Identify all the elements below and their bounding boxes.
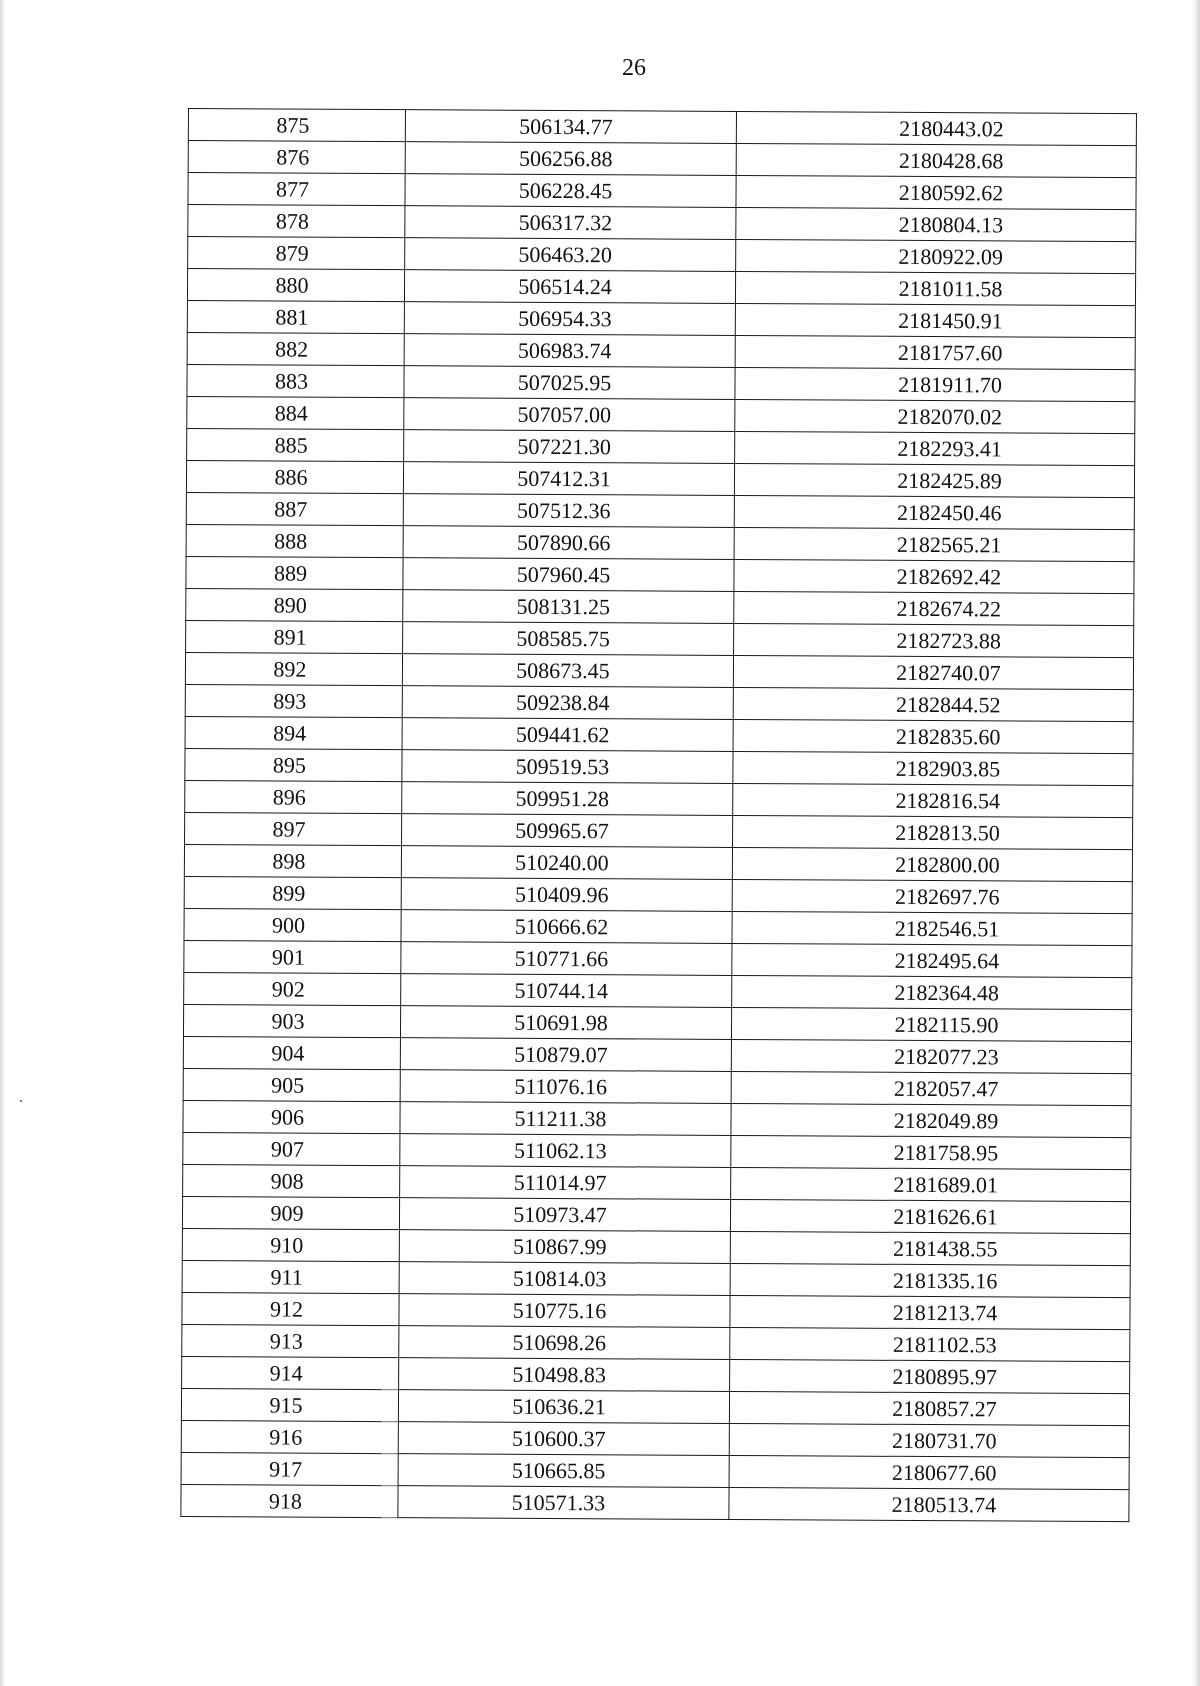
x-coordinate-cell: 510867.99 [399, 1230, 730, 1264]
x-coordinate-cell: 510409.96 [401, 878, 732, 912]
scan-speck [20, 1100, 22, 1102]
y-coordinate-cell: 2182293.41 [735, 431, 1135, 465]
y-coordinate-cell: 2182723.88 [734, 623, 1134, 657]
point-id-cell: 887 [186, 492, 403, 525]
y-coordinate-cell: 2181335.16 [730, 1263, 1130, 1297]
x-coordinate-cell: 510744.14 [401, 974, 732, 1008]
point-id-cell: 880 [187, 269, 404, 302]
point-id-cell: 915 [181, 1388, 398, 1421]
y-coordinate-cell: 2182115.90 [731, 1007, 1131, 1041]
x-coordinate-cell: 506954.33 [404, 302, 735, 336]
x-coordinate-cell: 510879.07 [400, 1038, 731, 1072]
point-id-cell: 911 [182, 1260, 399, 1293]
coordinate-table [180, 108, 1137, 1522]
y-coordinate-cell: 2180895.97 [730, 1359, 1130, 1393]
point-id-cell: 899 [184, 876, 401, 909]
table-row [185, 652, 1133, 689]
x-coordinate-cell: 511014.97 [400, 1166, 731, 1200]
x-coordinate-cell: 507890.66 [403, 526, 734, 560]
table-row [188, 109, 1136, 146]
point-id-cell: 895 [185, 748, 402, 781]
table-row [185, 716, 1133, 753]
x-coordinate-cell: 510698.26 [399, 1326, 730, 1360]
point-id-cell: 891 [186, 620, 403, 653]
y-coordinate-cell: 2180804.13 [736, 207, 1136, 241]
y-coordinate-cell: 2182057.47 [731, 1071, 1131, 1105]
point-id-cell: 878 [188, 205, 405, 238]
table-row [186, 620, 1134, 657]
x-coordinate-cell: 510600.37 [398, 1422, 729, 1456]
x-coordinate-cell: 506134.77 [405, 110, 736, 144]
table-row [188, 205, 1136, 242]
page-number: 26 [622, 55, 646, 81]
point-id-cell: 912 [182, 1292, 399, 1325]
x-coordinate-cell: 510814.03 [399, 1262, 730, 1296]
table-row [185, 812, 1133, 849]
x-coordinate-cell: 507025.95 [404, 366, 735, 400]
table-row [183, 1036, 1131, 1073]
point-id-cell: 908 [183, 1164, 400, 1197]
point-id-cell: 888 [186, 524, 403, 557]
y-coordinate-cell: 2181757.60 [735, 335, 1135, 369]
table-row [183, 1132, 1131, 1169]
table-row [182, 1292, 1130, 1329]
table-row [183, 1100, 1131, 1137]
point-id-cell: 890 [186, 588, 403, 621]
y-coordinate-cell: 2180513.74 [729, 1487, 1129, 1521]
y-coordinate-cell: 2181102.53 [730, 1327, 1130, 1361]
table-row [182, 1260, 1130, 1297]
scan-edge-right [1192, 0, 1200, 1686]
y-coordinate-cell: 2182835.60 [733, 719, 1133, 753]
y-coordinate-cell: 2181758.95 [731, 1135, 1131, 1169]
point-id-cell: 876 [188, 141, 405, 174]
x-coordinate-cell: 506317.32 [405, 206, 736, 240]
x-coordinate-cell: 509965.67 [402, 814, 733, 848]
point-id-cell: 918 [181, 1484, 398, 1517]
y-coordinate-cell: 2181689.01 [731, 1167, 1131, 1201]
y-coordinate-cell: 2181011.58 [735, 271, 1135, 305]
point-id-cell: 902 [184, 972, 401, 1005]
y-coordinate-cell: 2181626.61 [730, 1199, 1130, 1233]
table-row [181, 1452, 1129, 1489]
x-coordinate-cell: 507512.36 [403, 494, 734, 528]
table-row [186, 588, 1134, 625]
table-row [186, 460, 1134, 497]
x-coordinate-cell: 509238.84 [402, 686, 733, 720]
point-id-cell: 897 [185, 812, 402, 845]
x-coordinate-cell: 510571.33 [398, 1486, 729, 1520]
table-row [182, 1228, 1130, 1265]
scan-edge-left [0, 0, 6, 1686]
table-row [187, 300, 1135, 337]
point-id-cell: 893 [185, 684, 402, 717]
y-coordinate-cell: 2180677.60 [729, 1455, 1129, 1489]
point-id-cell: 901 [184, 940, 401, 973]
table-row [183, 1068, 1131, 1105]
x-coordinate-cell: 508585.75 [403, 622, 734, 656]
y-coordinate-cell: 2182816.54 [733, 783, 1133, 817]
x-coordinate-cell: 510691.98 [400, 1006, 731, 1040]
x-coordinate-cell: 510771.66 [401, 942, 732, 976]
table-row [183, 1004, 1131, 1041]
x-coordinate-cell: 510498.83 [399, 1358, 730, 1392]
y-coordinate-cell: 2181438.55 [730, 1231, 1130, 1265]
point-id-cell: 877 [188, 173, 405, 206]
y-coordinate-cell: 2182800.00 [732, 847, 1132, 881]
table-row [181, 1484, 1129, 1521]
x-coordinate-cell: 506514.24 [404, 270, 735, 304]
table-row [188, 141, 1136, 178]
y-coordinate-cell: 2180857.27 [729, 1391, 1129, 1425]
table-row [187, 332, 1135, 369]
x-coordinate-cell: 507960.45 [403, 558, 734, 592]
point-id-cell: 907 [183, 1132, 400, 1165]
point-id-cell: 910 [182, 1228, 399, 1261]
x-coordinate-cell: 508673.45 [402, 654, 733, 688]
y-coordinate-cell: 2182077.23 [731, 1039, 1131, 1073]
table-row [187, 269, 1135, 306]
x-coordinate-cell: 509519.53 [402, 750, 733, 784]
y-coordinate-cell: 2180443.02 [736, 111, 1136, 145]
point-id-cell: 917 [181, 1452, 398, 1485]
table-row [185, 684, 1133, 721]
table-row [184, 940, 1132, 977]
table-row [188, 237, 1136, 274]
y-coordinate-cell: 2182740.07 [733, 655, 1133, 689]
table-row [181, 1388, 1129, 1425]
point-id-cell: 875 [188, 109, 405, 142]
y-coordinate-cell: 2182674.22 [734, 591, 1134, 625]
x-coordinate-cell: 511062.13 [400, 1134, 731, 1168]
y-coordinate-cell: 2182425.89 [734, 463, 1134, 497]
x-coordinate-cell: 506983.74 [404, 334, 735, 368]
x-coordinate-cell: 510240.00 [401, 846, 732, 880]
x-coordinate-cell: 506256.88 [405, 142, 736, 176]
table-row [182, 1324, 1130, 1361]
table-row [186, 524, 1134, 561]
y-coordinate-cell: 2181213.74 [730, 1295, 1130, 1329]
x-coordinate-cell: 506228.45 [405, 174, 736, 208]
y-coordinate-cell: 2182070.02 [735, 399, 1135, 433]
point-id-cell: 882 [187, 332, 404, 365]
point-id-cell: 879 [188, 237, 405, 270]
x-coordinate-cell: 507412.31 [403, 462, 734, 496]
table-row [183, 1164, 1131, 1201]
x-coordinate-cell: 510666.62 [401, 910, 732, 944]
table-row [187, 364, 1135, 401]
point-id-cell: 914 [182, 1356, 399, 1389]
table-row [186, 556, 1134, 593]
y-coordinate-cell: 2181911.70 [735, 367, 1135, 401]
x-coordinate-cell: 510636.21 [398, 1390, 729, 1424]
x-coordinate-cell: 511076.16 [400, 1070, 731, 1104]
x-coordinate-cell: 509951.28 [402, 782, 733, 816]
x-coordinate-cell: 510973.47 [399, 1198, 730, 1232]
y-coordinate-cell: 2180731.70 [729, 1423, 1129, 1457]
x-coordinate-cell: 507057.00 [404, 398, 735, 432]
table-row [187, 428, 1135, 465]
point-id-cell: 903 [183, 1004, 400, 1037]
y-coordinate-cell: 2182049.89 [731, 1103, 1131, 1137]
x-coordinate-cell: 510775.16 [399, 1294, 730, 1328]
y-coordinate-cell: 2180428.68 [736, 143, 1136, 177]
table-row [186, 492, 1134, 529]
y-coordinate-cell: 2182813.50 [733, 815, 1133, 849]
point-id-cell: 905 [183, 1068, 400, 1101]
x-coordinate-cell: 510665.85 [398, 1454, 729, 1488]
y-coordinate-cell: 2182844.52 [733, 687, 1133, 721]
point-id-cell: 896 [185, 780, 402, 813]
point-id-cell: 906 [183, 1100, 400, 1133]
point-id-cell: 909 [182, 1196, 399, 1229]
y-coordinate-cell: 2182450.46 [734, 495, 1134, 529]
point-id-cell: 913 [182, 1324, 399, 1357]
x-coordinate-cell: 511211.38 [400, 1102, 731, 1136]
point-id-cell: 881 [187, 300, 404, 333]
point-id-cell: 889 [186, 556, 403, 589]
y-coordinate-cell: 2182903.85 [733, 751, 1133, 785]
y-coordinate-cell: 2181450.91 [735, 303, 1135, 337]
coordinate-table-container [180, 108, 1137, 1522]
table-row [184, 908, 1132, 945]
y-coordinate-cell: 2182546.51 [732, 911, 1132, 945]
point-id-cell: 892 [185, 652, 402, 685]
point-id-cell: 900 [184, 908, 401, 941]
table-row [187, 396, 1135, 433]
table-row [184, 972, 1132, 1009]
point-id-cell: 886 [186, 460, 403, 493]
table-row [188, 173, 1136, 210]
x-coordinate-cell: 507221.30 [404, 430, 735, 464]
table-row [182, 1196, 1130, 1233]
y-coordinate-cell: 2182565.21 [734, 527, 1134, 561]
table-row [185, 748, 1133, 785]
point-id-cell: 898 [184, 844, 401, 877]
y-coordinate-cell: 2182692.42 [734, 559, 1134, 593]
coordinate-table-body [181, 109, 1137, 1522]
y-coordinate-cell: 2182364.48 [732, 975, 1132, 1009]
point-id-cell: 884 [187, 396, 404, 429]
y-coordinate-cell: 2182495.64 [732, 943, 1132, 977]
table-row [182, 1356, 1130, 1393]
x-coordinate-cell: 508131.25 [403, 590, 734, 624]
table-row [185, 780, 1133, 817]
table-row [181, 1420, 1129, 1457]
table-row [184, 844, 1132, 881]
point-id-cell: 916 [181, 1420, 398, 1453]
x-coordinate-cell: 506463.20 [405, 238, 736, 272]
y-coordinate-cell: 2180592.62 [736, 175, 1136, 209]
table-row [184, 876, 1132, 913]
x-coordinate-cell: 509441.62 [402, 718, 733, 752]
point-id-cell: 894 [185, 716, 402, 749]
point-id-cell: 885 [187, 428, 404, 461]
point-id-cell: 904 [183, 1036, 400, 1069]
y-coordinate-cell: 2182697.76 [732, 879, 1132, 913]
point-id-cell: 883 [187, 364, 404, 397]
y-coordinate-cell: 2180922.09 [736, 239, 1136, 273]
